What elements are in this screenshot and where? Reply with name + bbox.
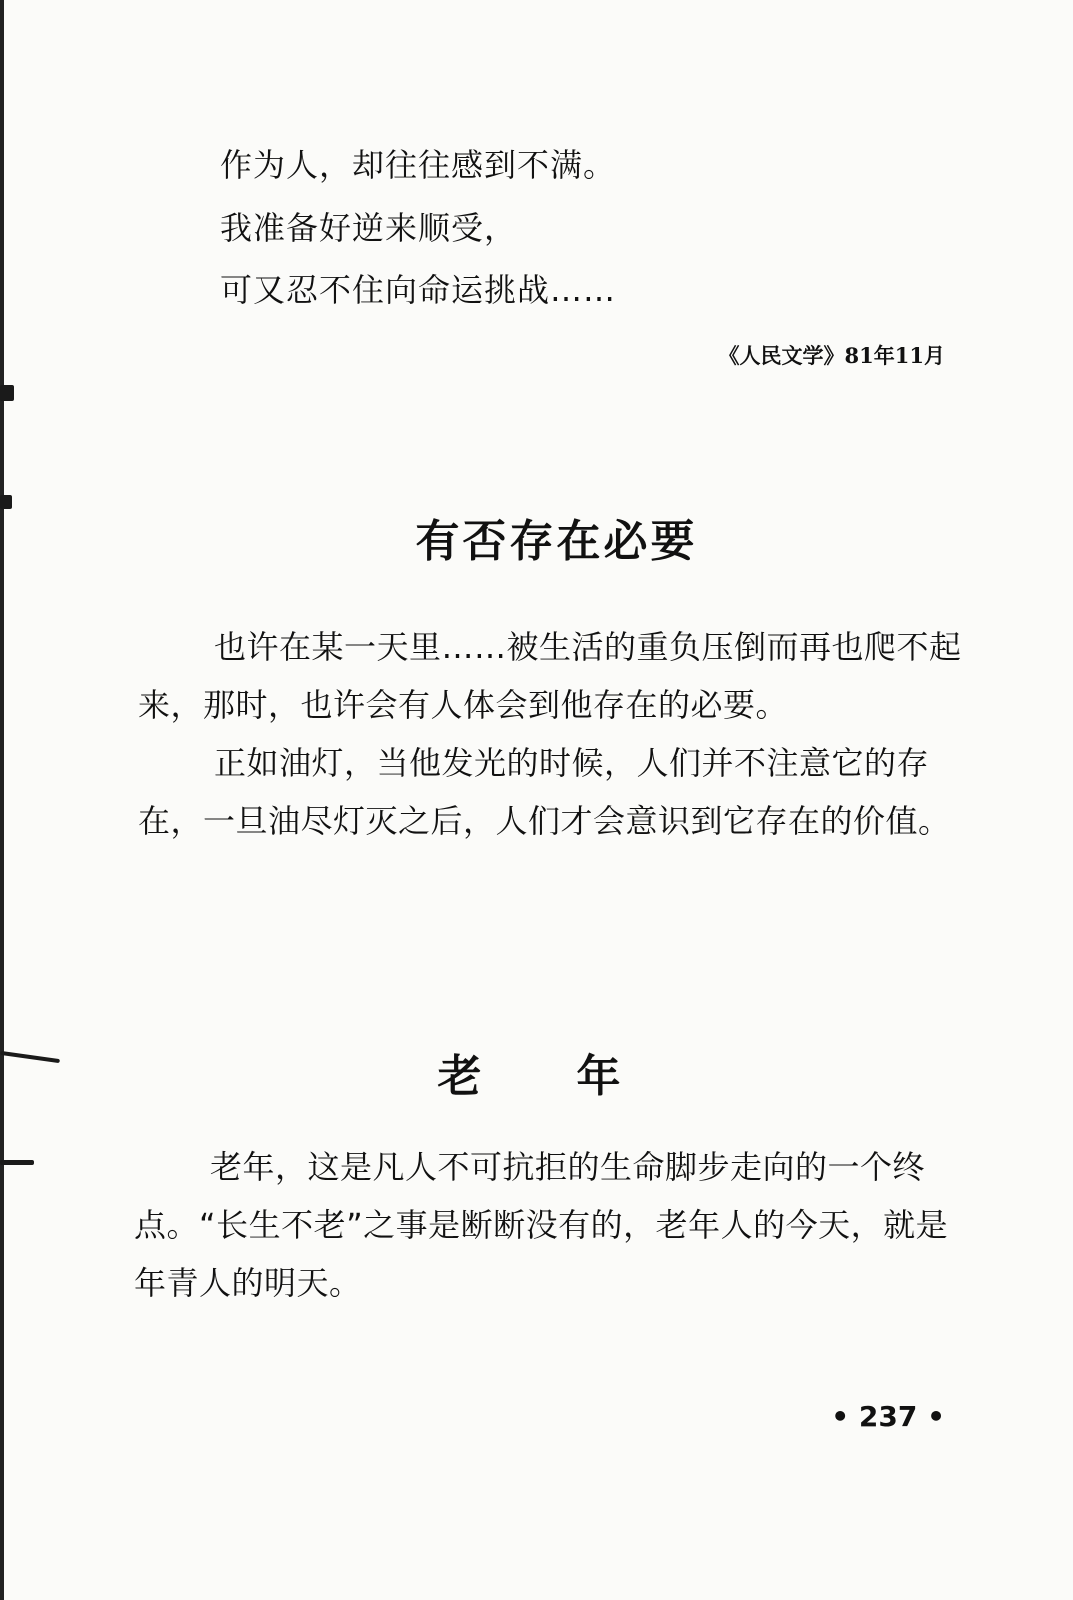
page-number: • 237 •: [831, 1400, 945, 1433]
scan-smudge: [0, 1160, 34, 1165]
section-title: 有否存在必要: [415, 516, 698, 567]
poem-line: 可又忍不住向命运挑战……: [220, 271, 617, 309]
scan-spine-shadow: [0, 0, 4, 1600]
body-paragraph: 正如油灯，当他发光的时候，人们并不注意它的存在，一旦油尽灯灭之后，人们才会意识到它存在的价值。: [138, 744, 951, 840]
scan-smudge: [0, 495, 12, 509]
poem-line: 我准备好逆来顺受，: [220, 209, 518, 247]
body-paragraph: 也许在某一天里……被生活的重负压倒而再也爬不起来，那时，也许会有人体会到他存在的必要。: [138, 628, 962, 724]
poem-source-citation: 《人民文学》81年11月: [718, 343, 945, 368]
poem-line: 作为人，却往往感到不满。: [220, 146, 617, 184]
body-paragraph: 老年，这是凡人不可抗拒的生命脚步走向的一个终点。“长生不老”之事是断断没有的，老年人的今天，就是年青人的明天。: [134, 1148, 949, 1302]
section-title: 老年: [437, 1051, 716, 1102]
scan-smudge: [0, 385, 14, 401]
